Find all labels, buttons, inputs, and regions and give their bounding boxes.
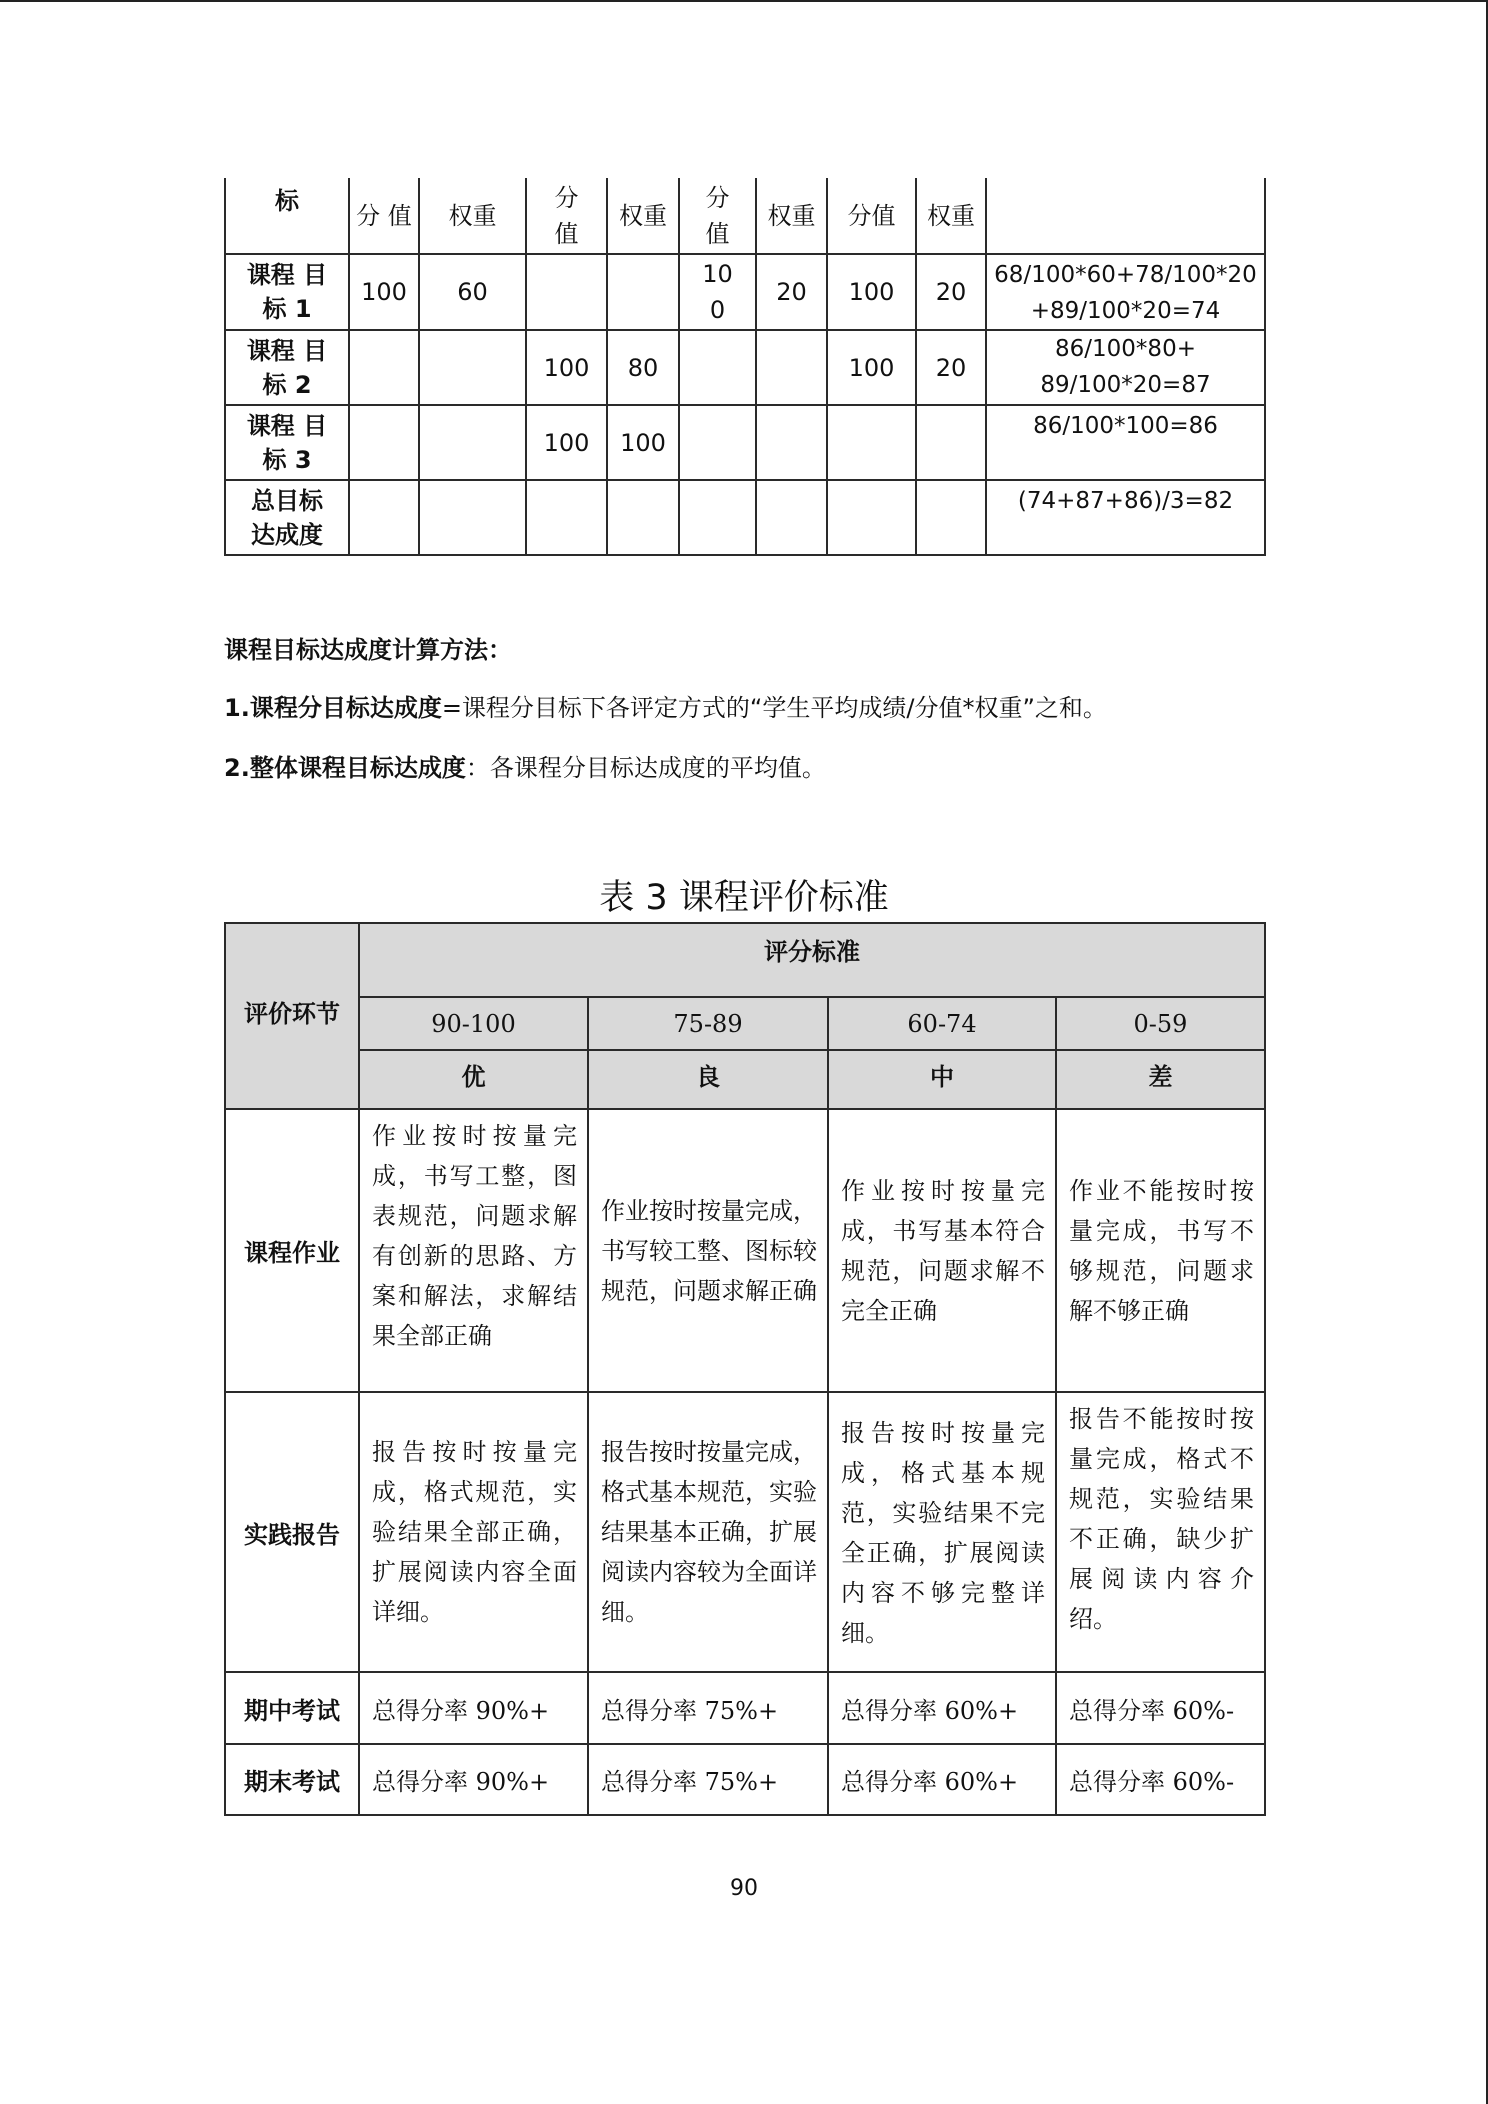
table1-cell: 80 bbox=[607, 330, 679, 405]
table3-rate-cell: 总得分率 60%+ bbox=[828, 1672, 1056, 1744]
table1-header-cell: 权重 bbox=[756, 178, 827, 254]
table3-row-label: 期末考试 bbox=[225, 1744, 359, 1815]
table1-row-label: 总目标达成度 bbox=[225, 480, 349, 555]
table3-criteria-cell: 作业不能按时按量完成，书写不够规范，问题求解不够正确 bbox=[1056, 1109, 1265, 1392]
table1-cell: 60 bbox=[419, 254, 526, 330]
table1-row bbox=[225, 254, 1265, 330]
table1-header-cell: 分值 bbox=[827, 178, 916, 254]
table3-grade: 差 bbox=[1056, 1050, 1265, 1109]
table3-criteria-cell: 报告按时按量完成，格式规范，实验结果全部正确，扩展阅读内容全面详细。 bbox=[359, 1392, 588, 1672]
table1-cell bbox=[419, 405, 526, 480]
table1-cell bbox=[756, 405, 827, 480]
table1-cell bbox=[349, 405, 419, 480]
table1-row-label: 课程 目标 1 bbox=[225, 254, 349, 330]
table3-grade: 中 bbox=[828, 1050, 1056, 1109]
table1-row-label: 课程 目标 3 bbox=[225, 405, 349, 480]
table1-cell: 100 bbox=[827, 254, 916, 330]
table3-row bbox=[225, 1744, 1265, 1815]
table1-calc-cell: (74+87+86)/3=82 bbox=[986, 480, 1265, 555]
table3-range-row bbox=[225, 997, 1265, 1050]
table3-criteria-cell: 作业按时按量完成，书写较工整、图标较规范，问题求解正确 bbox=[588, 1109, 828, 1392]
table1-cell bbox=[756, 480, 827, 555]
table1-header-cell: 权重 bbox=[607, 178, 679, 254]
table1-header-cell: 权重 bbox=[916, 178, 986, 254]
table1-cell: 100 bbox=[349, 254, 419, 330]
table1-cell: 100 bbox=[827, 330, 916, 405]
table3-row bbox=[225, 1392, 1265, 1672]
table1-header-label: 标 bbox=[225, 178, 349, 254]
table3-rate-cell: 总得分率 90%+ bbox=[359, 1744, 588, 1815]
table3-range: 90-100 bbox=[359, 997, 588, 1050]
page-number: 90 bbox=[730, 1876, 758, 1901]
table1-cell: 100 bbox=[679, 254, 756, 330]
table1-cell: 100 bbox=[526, 330, 607, 405]
table1-header-cell: 权重 bbox=[419, 178, 526, 254]
table3-caption: 表 3 课程评价标准 bbox=[599, 878, 889, 918]
table1-cell bbox=[607, 254, 679, 330]
table1-cell bbox=[419, 330, 526, 405]
method-heading: 课程目标达成度计算方法： bbox=[224, 636, 512, 664]
table3-rate-cell: 总得分率 75%+ bbox=[588, 1744, 828, 1815]
table3-criteria-cell: 报告按时按量完成，格式基本规范，实验结果基本正确，扩展阅读内容较为全面详细。 bbox=[588, 1392, 828, 1672]
table1-cell: 100 bbox=[526, 405, 607, 480]
table3-grade: 良 bbox=[588, 1050, 828, 1109]
table1-cell: 20 bbox=[916, 254, 986, 330]
table3-row-label: 实践报告 bbox=[225, 1392, 359, 1672]
table1-cell bbox=[756, 330, 827, 405]
page-top-edge bbox=[0, 0, 1488, 2]
table1-header-cell: 分值 bbox=[526, 178, 607, 254]
method-item-2 bbox=[224, 748, 826, 783]
table1-cell bbox=[827, 405, 916, 480]
table3-range: 75-89 bbox=[588, 997, 828, 1050]
table3-group-header: 评分标准 bbox=[359, 923, 1265, 997]
method-item-2-term: 2.整体课程目标达成度 bbox=[224, 754, 466, 782]
table1-row bbox=[225, 405, 1265, 480]
table1-cell bbox=[827, 480, 916, 555]
table1-cell bbox=[679, 330, 756, 405]
table1-cell: 20 bbox=[916, 330, 986, 405]
table1-cell bbox=[679, 480, 756, 555]
table3-criteria-cell: 报告不能按时按量完成，格式不规范，实验结果不正确，缺少扩展阅读内容介绍。 bbox=[1056, 1392, 1265, 1672]
table1-row-label: 课程 目标 2 bbox=[225, 330, 349, 405]
table3-rate-cell: 总得分率 60%+ bbox=[828, 1744, 1056, 1815]
method-item-1 bbox=[224, 688, 1107, 723]
table1-cell bbox=[607, 480, 679, 555]
table1-header-row bbox=[225, 178, 1265, 254]
table3-row-label: 期中考试 bbox=[225, 1672, 359, 1744]
table3-row bbox=[225, 1109, 1265, 1392]
table1-cell bbox=[419, 480, 526, 555]
table1-row bbox=[225, 330, 1265, 405]
objective-achievement-table bbox=[224, 178, 1266, 556]
table3-rate-cell: 总得分率 75%+ bbox=[588, 1672, 828, 1744]
table3-rate-cell: 总得分率 90%+ bbox=[359, 1672, 588, 1744]
method-item-2-text: ：各课程分目标达成度的平均值。 bbox=[465, 754, 826, 782]
table3-criteria-cell: 作业按时按量完成，书写基本符合规范，问题求解不完全正确 bbox=[828, 1109, 1056, 1392]
table3-range: 0-59 bbox=[1056, 997, 1265, 1050]
table3-row-label: 课程作业 bbox=[225, 1109, 359, 1392]
table3-grade: 优 bbox=[359, 1050, 588, 1109]
table1-cell bbox=[916, 480, 986, 555]
method-item-1-text: =课程分目标下各评定方式的“学生平均成绩/分值*权重”之和。 bbox=[441, 694, 1107, 722]
table3-criteria-cell: 报告按时按量完成，格式基本规范，实验结果不完全正确，扩展阅读内容不够完整详细。 bbox=[828, 1392, 1056, 1672]
table1-cell bbox=[916, 405, 986, 480]
table1-cell: 20 bbox=[756, 254, 827, 330]
table1-cell bbox=[526, 480, 607, 555]
table1-cell: 100 bbox=[607, 405, 679, 480]
table3-criteria-cell: 作业按时按量完成，书写工整，图表规范，问题求解有创新的思路、方案和解法，求解结果全部正确 bbox=[359, 1109, 588, 1392]
table3-grade-row bbox=[225, 1050, 1265, 1109]
table1-header-cell: 分 值 bbox=[349, 178, 419, 254]
table3-rate-cell: 总得分率 60%- bbox=[1056, 1744, 1265, 1815]
table1-calc-cell: 86/100*100=86 bbox=[986, 405, 1265, 480]
table1-cell bbox=[349, 330, 419, 405]
table1-calc-cell: 68/100*60+78/100*20+89/100*20=74 bbox=[986, 254, 1265, 330]
table1-header-cell: 分值 bbox=[679, 178, 756, 254]
table3-row bbox=[225, 1672, 1265, 1744]
table3-rate-cell: 总得分率 60%- bbox=[1056, 1672, 1265, 1744]
evaluation-criteria-table bbox=[224, 922, 1266, 1816]
table3-group-header-row bbox=[225, 923, 1265, 997]
table3-col0-header: 评价环节 bbox=[225, 923, 359, 1109]
table1-row bbox=[225, 480, 1265, 555]
table1-cell bbox=[526, 254, 607, 330]
method-item-1-term: 1.课程分目标达成度 bbox=[224, 694, 442, 722]
table1-calc-cell: 86/100*80+ 89/100*20=87 bbox=[986, 330, 1265, 405]
table1-cell bbox=[679, 405, 756, 480]
table1-cell bbox=[349, 480, 419, 555]
table3-range: 60-74 bbox=[828, 997, 1056, 1050]
table1-header-blank bbox=[986, 178, 1265, 254]
